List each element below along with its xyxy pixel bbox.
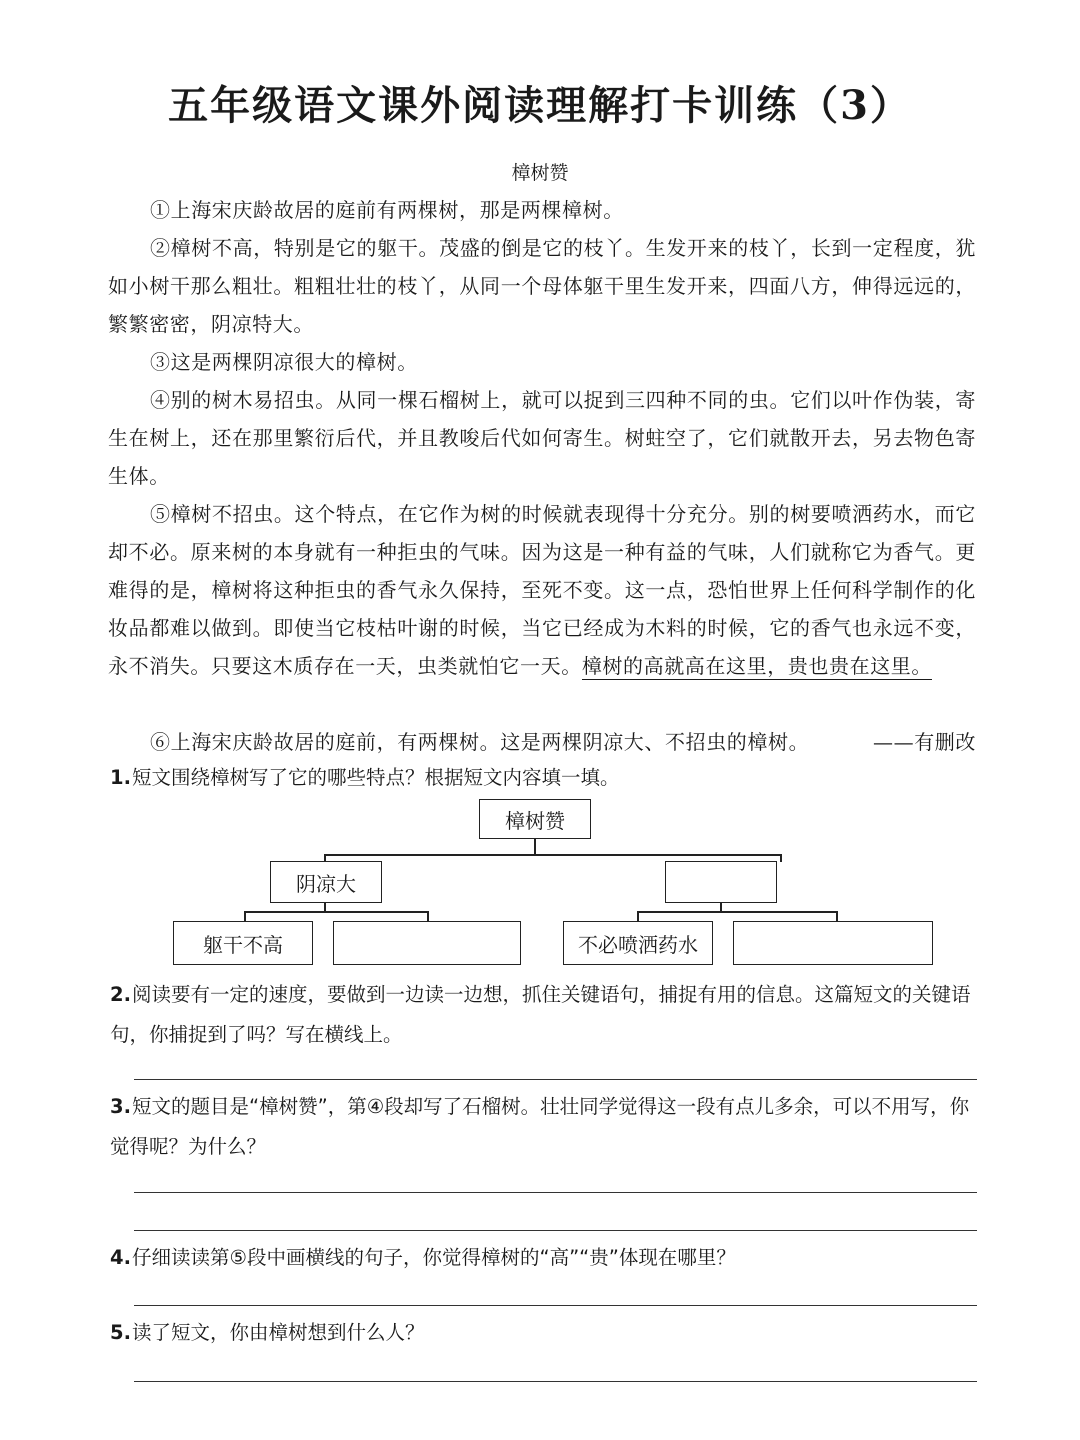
question-number: 3. (110, 1095, 131, 1118)
question-number: 5. (110, 1321, 131, 1344)
answer-line-3b[interactable] (134, 1230, 977, 1231)
question-3 (110, 1087, 978, 1167)
answer-line-5[interactable] (134, 1381, 977, 1382)
paragraph-6 (108, 723, 976, 761)
underlined-key-sentence: 樟树的高就高在这里，贵也贵在这里。 (581, 654, 933, 678)
question-5 (110, 1313, 978, 1353)
detail-box-trunk: 躯干不高 (173, 921, 313, 965)
paragraph-5-text: ⑤樟树不招虫。这个特点，在它作为树的时候就表现得十分充分。别的树要喷洒药水，而它却不必。原来树的本身就有一种拒虫的气味。因为这是一种有益的气味，人们就称它为香气。更难得的是，樟树将这种拒虫的香气永久保持，至死不变。这一点，恐怕世界上任何科学制作的化妆品都难以做到。即使当它枝枯叶谢的时候，当它已经成为木料的时候，它的香气也永远不变，永不消失。只要这木质存在一天，虫类就怕它一天。 (108, 502, 976, 678)
question-2 (110, 975, 978, 1055)
detail-box-no-spray: 不必喷洒药水 (563, 921, 713, 965)
question-text: 阅读要有一定的速度，要做到一边读一边想，抓住关键语句，捕捉有用的信息。这篇短文的关键语句，你捕捉到了吗？写在横线上。 (110, 983, 971, 1046)
question-4 (110, 1238, 978, 1278)
paragraph-1: ①上海宋庆龄故居的庭前有两棵树，那是两棵樟树。 (150, 198, 624, 222)
paragraph-2: ②樟树不高，特别是它的躯干。茂盛的倒是它的枝丫。生发开来的枝丫，长到一定程度，犹如小树干那么粗壮。粗粗壮壮的枝丫，从同一个母体躯干里生发开来，四面八方，伸得远远的，繁繁密密，阴凉特大。 (108, 236, 976, 336)
detail-box-blank-left[interactable] (333, 921, 521, 965)
connector-left-trait-down (324, 903, 326, 911)
diagram-root-box: 樟树赞 (479, 799, 591, 839)
connector-right-branch (637, 911, 837, 913)
connector-right-down (780, 854, 782, 862)
paragraph-4: ④别的树木易招虫。从同一棵石榴树上，就可以捉到三四种不同的虫。它们以叶作伪装，寄生在树上，还在那里繁衍后代，并且教唆后代如何寄生。树蛀空了，它们就散开去，另去物色寄生体。 (108, 388, 976, 488)
trait-box-shade: 阴凉大 (270, 861, 382, 903)
connector-left-branch (244, 911, 428, 913)
answer-line-4[interactable] (134, 1305, 977, 1306)
connector-root-down (534, 839, 536, 855)
question-text: 仔细读读第⑤段中画横线的句子，你觉得樟树的“高”“贵”体现在哪里？ (132, 1246, 736, 1269)
paragraph-6-text: ⑥上海宋庆龄故居的庭前，有两棵树。这是两棵阴凉大、不招虫的樟树。 (150, 730, 810, 754)
question-number: 2. (110, 983, 131, 1006)
connector-top-horizontal (324, 854, 781, 856)
question-1 (110, 758, 978, 798)
question-text: 读了短文，你由樟树想到什么人？ (132, 1321, 425, 1344)
answer-line-2[interactable] (134, 1079, 977, 1080)
question-text: 短文的题目是“樟树赞”，第④段却写了石榴树。壮壮同学觉得这一段有点儿多余，可以不用写，你觉得呢？为什么？ (110, 1095, 970, 1158)
trait-box-blank[interactable] (665, 861, 777, 903)
page-title: 五年级语文课外阅读理解打卡训练（3） (168, 82, 912, 129)
connector-right-trait-down (720, 903, 722, 911)
answer-line-3a[interactable] (134, 1192, 977, 1193)
source-note: ——有删改 (873, 730, 976, 754)
paragraph-5 (108, 495, 976, 685)
article-title: 樟树赞 (511, 162, 569, 184)
question-number: 4. (110, 1246, 131, 1269)
paragraph-3: ③这是两棵阴凉很大的樟树。 (150, 350, 418, 374)
question-text: 短文围绕樟树写了它的哪些特点？根据短文内容填一填。 (132, 766, 620, 789)
detail-box-blank-right[interactable] (733, 921, 933, 965)
question-number: 1. (110, 766, 131, 789)
